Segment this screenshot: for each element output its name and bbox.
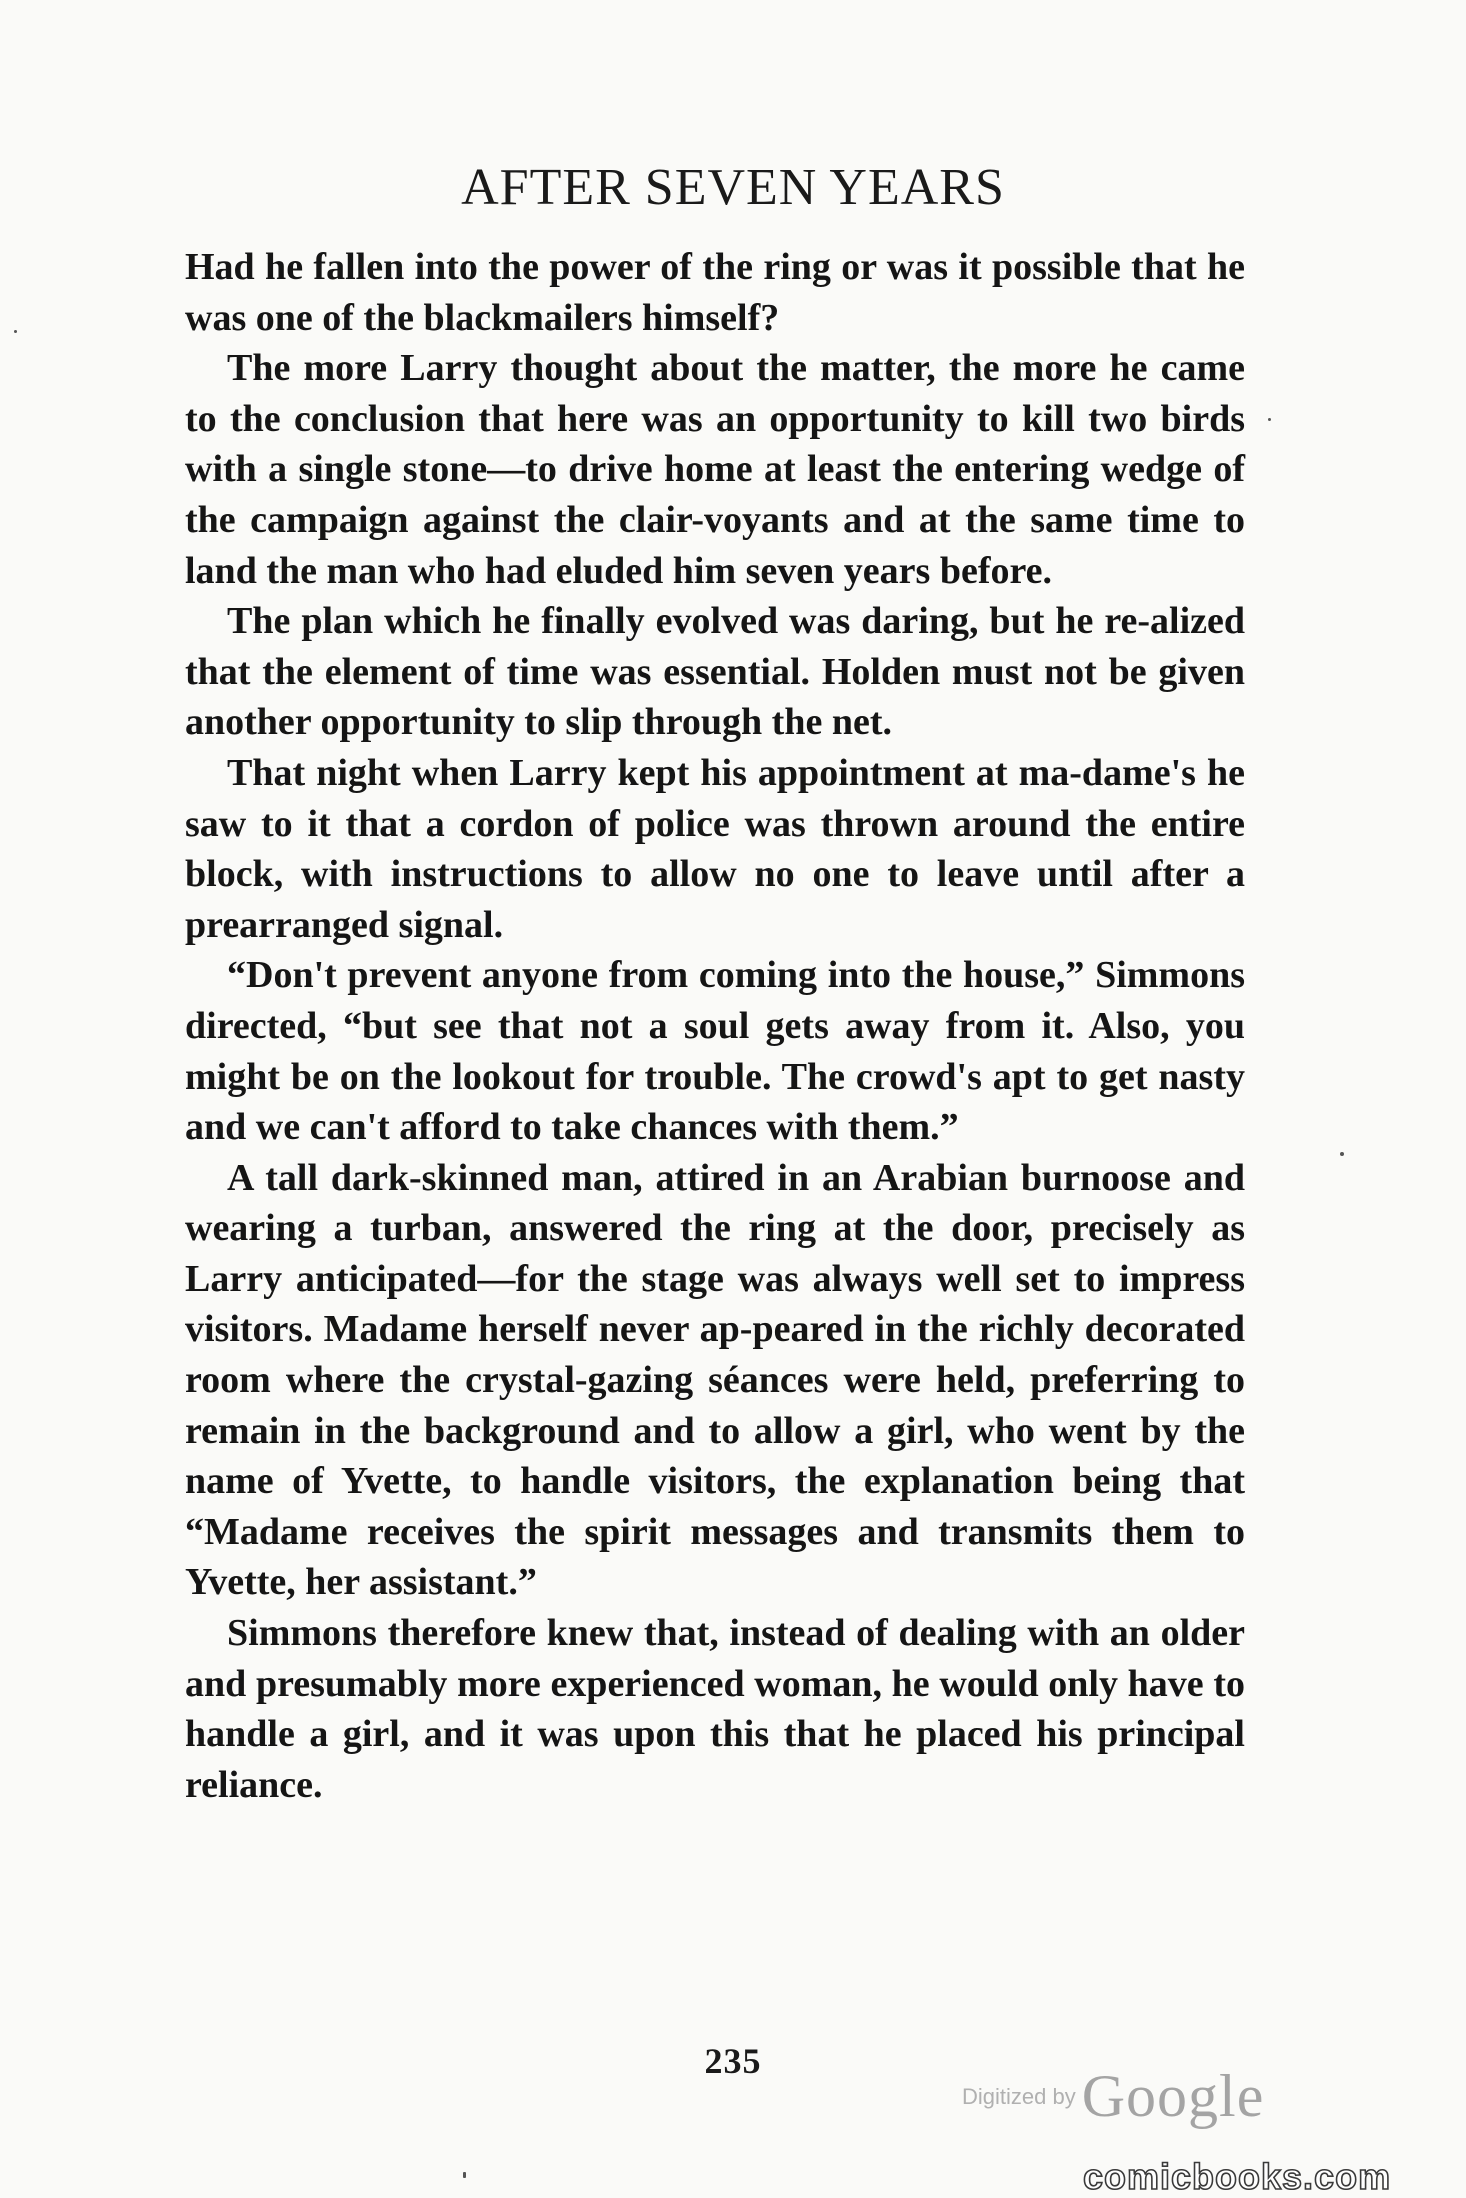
- paragraph-7: Simmons therefore knew that, instead of dealing with an older and presumably more experienced woman, he would only have to handle a girl, and it was upon this that he placed his principal reliance.: [185, 1612, 1245, 1806]
- body-text: [185, 242, 1245, 1810]
- scan-speck: [14, 330, 17, 333]
- paragraph-2: The more Larry thought about the matter, the more he came to the conclusion that here was an opportunity to kill two birds with a single stone—to drive home at least the entering wedge of the campaign against the clair-voyants and at the same time to land the man who had eluded him seven years before.: [185, 347, 1245, 592]
- paragraph-6: A tall dark-skinned man, attired in an Arabian burnoose and wearing a turban, answered the ring at the door, precisely as Larry anticipated—for the stage was always well set to impress visitors. Madame herself never ap-peared in the richly decorated room where the crystal-gazing séances were held, preferring to remain in the background and to allow a girl, who went by the name of Yvette, to handle visitors, the explanation being that “Madame receives the spirit messages and transmits them to Yvette, her assistant.”: [185, 1156, 1245, 1604]
- scan-speck: [1268, 418, 1271, 421]
- scan-speck: [1340, 1152, 1344, 1156]
- google-logo-text: Google: [1081, 2063, 1265, 2129]
- site-watermark: comicbooks.com: [1083, 2156, 1392, 2197]
- scan-speck: [463, 2172, 466, 2178]
- paragraph-3: The plan which he finally evolved was daring, but he re-alized that the element of time was essential. Holden must not be given another opportunity to slip through the net.: [185, 600, 1245, 744]
- paragraph-4: That night when Larry kept his appointment at ma-dame's he saw to it that a cordon of police was thrown around the entire block, with instructions to allow no one to leave until after a prearranged signal.: [185, 751, 1245, 946]
- page-number: 235: [704, 2041, 762, 2081]
- google-watermark: [962, 2062, 1264, 2131]
- paragraph-5: “Don't prevent anyone from coming into the house,” Simmons directed, “but see that not a soul gets away from it. Also, you might be on the lookout for trouble. The crowd's apt to get nasty and we can't afford to take chances with them.”: [185, 954, 1245, 1149]
- paragraph-1: Had he fallen into the power of the ring or was it possible that he was one of the blackmailers himself?: [185, 246, 1245, 339]
- running-title: AFTER SEVEN YEARS: [461, 159, 1005, 216]
- digitized-by-label: Digitized by: [962, 2083, 1076, 2109]
